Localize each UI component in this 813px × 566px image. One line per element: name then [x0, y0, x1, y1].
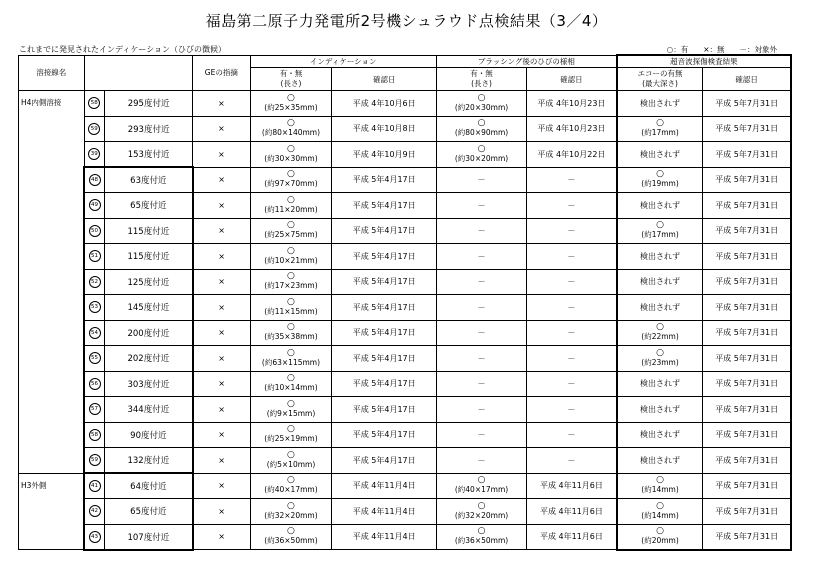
row-angle: 153度付近 [105, 142, 193, 168]
row-ind-date: 平成 5年4月17日 [332, 320, 437, 346]
header-ge: GEの指摘 [193, 55, 250, 91]
row-angle: 145度付近 [105, 295, 193, 321]
row-ut-echo: ○ (約17mm) [617, 116, 703, 142]
row-ind-size: ○ (約32×20mm) [250, 499, 332, 525]
row-ind-size: ○ (約10×14mm) [250, 371, 332, 397]
row-br-date: － [527, 397, 617, 423]
row-br-size: － [436, 397, 526, 423]
row-br-size: － [436, 218, 526, 244]
group-name: H4内側溶接 [19, 91, 85, 474]
row-br-size: － [436, 448, 526, 474]
row-angle: 107度付近 [105, 524, 193, 550]
row-number: 58 [84, 91, 104, 117]
row-ind-date: 平成 4年10月9日 [332, 142, 437, 168]
row-br-date: － [527, 295, 617, 321]
row-ut-date: 平成 5年7月31日 [703, 91, 791, 117]
row-ind-date: 平成 5年4月17日 [332, 371, 437, 397]
row-ut-echo: ○ (約19mm) [617, 167, 703, 193]
row-ind-date: 平成 5年4月17日 [332, 193, 437, 219]
row-ge: × [193, 295, 250, 321]
row-ind-date: 平成 5年4月17日 [332, 244, 437, 270]
row-br-date: 平成 4年10月23日 [527, 116, 617, 142]
row-number: 55 [84, 346, 104, 372]
row-br-date: 平成 4年11月6日 [527, 524, 617, 550]
row-br-size: － [436, 371, 526, 397]
row-br-size: － [436, 167, 526, 193]
row-number: 53 [84, 295, 104, 321]
row-number: 43 [84, 524, 104, 550]
row-ge: × [193, 167, 250, 193]
table-row [19, 244, 792, 270]
table-row [19, 218, 792, 244]
row-number: 50 [84, 218, 104, 244]
row-ut-echo: ○ (約22mm) [617, 320, 703, 346]
row-ge: × [193, 524, 250, 550]
row-angle: 200度付近 [105, 320, 193, 346]
row-br-size: － [436, 295, 526, 321]
row-number: 56 [84, 371, 104, 397]
row-ut-echo: 検出されず [617, 193, 703, 219]
row-br-date: － [527, 244, 617, 270]
row-number: 54 [84, 320, 104, 346]
row-angle: 90度付近 [105, 422, 193, 448]
row-ut-date: 平成 5年7月31日 [703, 448, 791, 474]
row-ut-echo: 検出されず [617, 422, 703, 448]
row-br-date: － [527, 422, 617, 448]
row-ut-date: 平成 5年7月31日 [703, 371, 791, 397]
row-br-date: － [527, 167, 617, 193]
row-ut-date: 平成 5年7月31日 [703, 218, 791, 244]
row-angle: 202度付近 [105, 346, 193, 372]
row-ind-size: ○ (約10×21mm) [250, 244, 332, 270]
row-angle: 115度付近 [105, 218, 193, 244]
header-ut-date: 確認日 [703, 68, 791, 91]
header-brushing: ブラッシング後のひびの様相 [436, 55, 616, 68]
row-number: 42 [84, 499, 104, 525]
row-ind-size: ○ (約40×17mm) [250, 473, 332, 499]
header-ind-date: 確認日 [332, 68, 437, 91]
row-br-size: － [436, 320, 526, 346]
row-ind-date: 平成 4年11月4日 [332, 473, 437, 499]
table-row [19, 193, 792, 219]
table-row [19, 167, 792, 193]
row-br-size: ○ (約20×30mm) [436, 91, 526, 117]
row-ge: × [193, 371, 250, 397]
table-row [19, 142, 792, 168]
row-ind-size: ○ (約5×10mm) [250, 448, 332, 474]
table-row [19, 422, 792, 448]
header-ut-echo: エコーの有無 (最大深さ) [617, 68, 703, 91]
row-number: 59 [84, 116, 104, 142]
row-ind-size: ○ (約9×15mm) [250, 397, 332, 423]
table-row [19, 116, 792, 142]
row-ut-date: 平成 5年7月31日 [703, 524, 791, 550]
table-row [19, 371, 792, 397]
row-br-date: － [527, 269, 617, 295]
row-ut-echo: 検出されず [617, 244, 703, 270]
row-ind-date: 平成 5年4月17日 [332, 269, 437, 295]
row-ut-date: 平成 5年7月31日 [703, 346, 791, 372]
row-angle: 64度付近 [105, 473, 193, 499]
row-br-size: ○ (約30×20mm) [436, 142, 526, 168]
row-ind-date: 平成 5年4月17日 [332, 397, 437, 423]
row-ut-echo: 検出されず [617, 91, 703, 117]
row-br-size: － [436, 193, 526, 219]
row-ge: × [193, 116, 250, 142]
row-ge: × [193, 499, 250, 525]
row-ind-date: 平成 5年4月17日 [332, 218, 437, 244]
row-ge: × [193, 346, 250, 372]
row-ut-echo: 検出されず [617, 371, 703, 397]
row-ind-date: 平成 4年11月4日 [332, 524, 437, 550]
row-ind-size: ○ (約30×30mm) [250, 142, 332, 168]
row-ut-echo: 検出されず [617, 142, 703, 168]
table-row [19, 295, 792, 321]
row-angle: 295度付近 [105, 91, 193, 117]
row-number: 51 [84, 244, 104, 270]
header-br-presence: 有・無 (長さ) [436, 68, 526, 91]
row-angle: 65度付近 [105, 193, 193, 219]
table-subtitle: これまでに発見されたインディケーション（ひびの徴候） [19, 45, 227, 54]
row-ut-date: 平成 5年7月31日 [703, 116, 791, 142]
table-row [19, 473, 792, 499]
row-ut-date: 平成 5年7月31日 [703, 295, 791, 321]
row-ind-size: ○ (約25×19mm) [250, 422, 332, 448]
row-angle: 303度付近 [105, 371, 193, 397]
row-number: 58 [84, 422, 104, 448]
row-br-date: － [527, 193, 617, 219]
table-row [19, 91, 792, 117]
row-ind-size: ○ (約25×35mm) [250, 91, 332, 117]
row-ut-date: 平成 5年7月31日 [703, 167, 791, 193]
table-row [19, 346, 792, 372]
header-location: 溶接線名 [19, 55, 85, 91]
table-body [19, 91, 792, 550]
row-ge: × [193, 422, 250, 448]
header-ind-presence: 有・無 (長さ) [250, 68, 332, 91]
row-ut-date: 平成 5年7月31日 [703, 193, 791, 219]
table-row [19, 269, 792, 295]
row-ge: × [193, 244, 250, 270]
row-ge: × [193, 142, 250, 168]
table-row [19, 320, 792, 346]
row-ut-date: 平成 5年7月31日 [703, 422, 791, 448]
row-number: 39 [84, 142, 104, 168]
row-number: 52 [84, 269, 104, 295]
group-name: H3外側 [19, 473, 85, 550]
row-br-date: － [527, 320, 617, 346]
header-blank [84, 55, 193, 91]
row-angle: 65度付近 [105, 499, 193, 525]
row-ind-size: ○ (約97×70mm) [250, 167, 332, 193]
row-angle: 115度付近 [105, 244, 193, 270]
row-ut-date: 平成 5年7月31日 [703, 473, 791, 499]
row-ind-size: ○ (約11×15mm) [250, 295, 332, 321]
header-ultrasonic: 超音波探傷検査結果 [617, 55, 791, 68]
row-angle: 344度付近 [105, 397, 193, 423]
row-ge: × [193, 91, 250, 117]
row-ge: × [193, 269, 250, 295]
row-ind-size: ○ (約11×20mm) [250, 193, 332, 219]
row-ut-echo: ○ (約14mm) [617, 499, 703, 525]
row-br-date: 平成 4年10月23日 [527, 91, 617, 117]
row-ut-date: 平成 5年7月31日 [703, 397, 791, 423]
row-ge: × [193, 320, 250, 346]
row-br-date: － [527, 218, 617, 244]
row-ut-echo: 検出されず [617, 295, 703, 321]
row-angle: 125度付近 [105, 269, 193, 295]
row-ind-size: ○ (約25×75mm) [250, 218, 332, 244]
row-br-date: 平成 4年11月6日 [527, 473, 617, 499]
row-ut-echo: ○ (約14mm) [617, 473, 703, 499]
row-br-size: ○ (約32×20mm) [436, 499, 526, 525]
row-br-size: － [436, 346, 526, 372]
row-ind-date: 平成 5年4月17日 [332, 167, 437, 193]
row-br-date: － [527, 346, 617, 372]
row-br-size: ○ (約40×17mm) [436, 473, 526, 499]
row-ind-date: 平成 4年11月4日 [332, 499, 437, 525]
row-br-date: － [527, 371, 617, 397]
legend: ○：有 ×：無 －：対象外 [666, 45, 777, 54]
row-ind-date: 平成 5年4月17日 [332, 295, 437, 321]
header-br-date: 確認日 [527, 68, 617, 91]
row-ut-date: 平成 5年7月31日 [703, 269, 791, 295]
row-number: 57 [84, 397, 104, 423]
row-ind-size: ○ (約63×115mm) [250, 346, 332, 372]
table-row [19, 448, 792, 474]
row-angle: 132度付近 [105, 448, 193, 474]
row-ut-echo: ○ (約23mm) [617, 346, 703, 372]
header-indication: インディケーション [250, 55, 436, 68]
row-br-date: － [527, 448, 617, 474]
row-ut-echo: ○ (約20mm) [617, 524, 703, 550]
row-ind-size: ○ (約36×50mm) [250, 524, 332, 550]
row-ut-date: 平成 5年7月31日 [703, 142, 791, 168]
row-number: 49 [84, 193, 104, 219]
row-angle: 63度付近 [105, 167, 193, 193]
row-ut-echo: 検出されず [617, 448, 703, 474]
row-number: 41 [84, 473, 104, 499]
row-br-size: － [436, 269, 526, 295]
row-br-date: 平成 4年11月6日 [527, 499, 617, 525]
row-ut-date: 平成 5年7月31日 [703, 320, 791, 346]
row-ut-date: 平成 5年7月31日 [703, 499, 791, 525]
table-row [19, 397, 792, 423]
row-br-size: ○ (約36×50mm) [436, 524, 526, 550]
row-ut-echo: 検出されず [617, 397, 703, 423]
row-ge: × [193, 397, 250, 423]
row-br-size: － [436, 244, 526, 270]
row-number: 59 [84, 448, 104, 474]
row-ge: × [193, 193, 250, 219]
row-ge: × [193, 448, 250, 474]
inspection-table [18, 54, 792, 551]
row-ut-echo: 検出されず [617, 269, 703, 295]
row-ind-date: 平成 4年10月6日 [332, 91, 437, 117]
row-ind-size: ○ (約80×140mm) [250, 116, 332, 142]
row-number: 48 [84, 167, 104, 193]
row-br-date: 平成 4年10月22日 [527, 142, 617, 168]
row-ind-date: 平成 4年10月8日 [332, 116, 437, 142]
table-row [19, 524, 792, 550]
row-ge: × [193, 218, 250, 244]
page-title: 福島第二原子力発電所2号機シュラウド点検結果（3／4） [205, 12, 608, 30]
row-ind-date: 平成 5年4月17日 [332, 448, 437, 474]
row-br-size: － [436, 422, 526, 448]
row-angle: 293度付近 [105, 116, 193, 142]
row-ut-date: 平成 5年7月31日 [703, 244, 791, 270]
row-ut-echo: ○ (約17mm) [617, 218, 703, 244]
row-ind-size: ○ (約35×38mm) [250, 320, 332, 346]
row-ind-date: 平成 5年4月17日 [332, 346, 437, 372]
row-br-size: ○ (約80×90mm) [436, 116, 526, 142]
table-row [19, 499, 792, 525]
row-ind-date: 平成 5年4月17日 [332, 422, 437, 448]
row-ind-size: ○ (約17×23mm) [250, 269, 332, 295]
row-ge: × [193, 473, 250, 499]
